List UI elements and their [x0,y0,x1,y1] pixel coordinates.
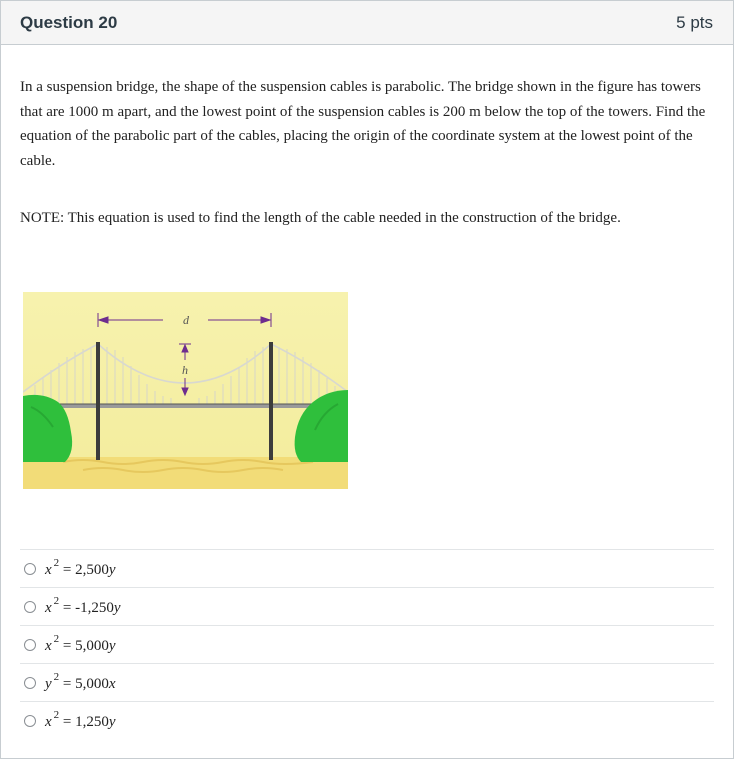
answer-label[interactable]: x $^2$ = 5,000y [45,632,116,654]
radio-button[interactable] [24,563,36,575]
question-points: 5 pts [676,12,713,32]
question-text [20,75,710,231]
question-title: Question 20 [20,12,118,32]
answer-label[interactable]: x $^2$ = -1,250y [45,594,121,616]
radio-button[interactable] [24,715,36,727]
answer-option-4[interactable] [20,663,714,701]
radio-button[interactable] [24,639,36,651]
radio-button[interactable] [24,601,36,613]
question-note: NOTE: This equation is used to find the length of the cable needed in the construction of the bridge. [20,210,621,226]
answer-label[interactable]: y $^2$ = 5,000x [45,670,116,692]
answer-label[interactable]: x $^2$ = 2,500y [45,556,116,578]
bridge-illustration [23,292,348,489]
right-tower [269,342,273,460]
bridge-figure [23,292,348,489]
answer-option-3[interactable] [20,625,714,663]
answer-option-1[interactable] [20,549,714,587]
answer-option-2[interactable] [20,587,714,625]
question-header [1,1,733,45]
label-d: d [183,313,189,327]
answer-list [20,549,714,739]
bridge-deck [23,404,348,408]
radio-button[interactable] [24,677,36,689]
question-paragraph: In a suspension bridge, the shape of the suspension cables is parabolic. The bridge shown in the figure has towers that are 1000 m apart, and the lowest point of the suspension cables is 200 m below the top of the towers. Find the equation of the parabolic part of the cables, placing the origin of the coordinate system at the lowest point of the cable. [20,79,706,169]
label-h: h [182,363,188,377]
left-tower [96,342,100,460]
answer-option-5[interactable] [20,701,714,739]
answer-label[interactable]: x $^2$ = 1,250y [45,708,116,730]
